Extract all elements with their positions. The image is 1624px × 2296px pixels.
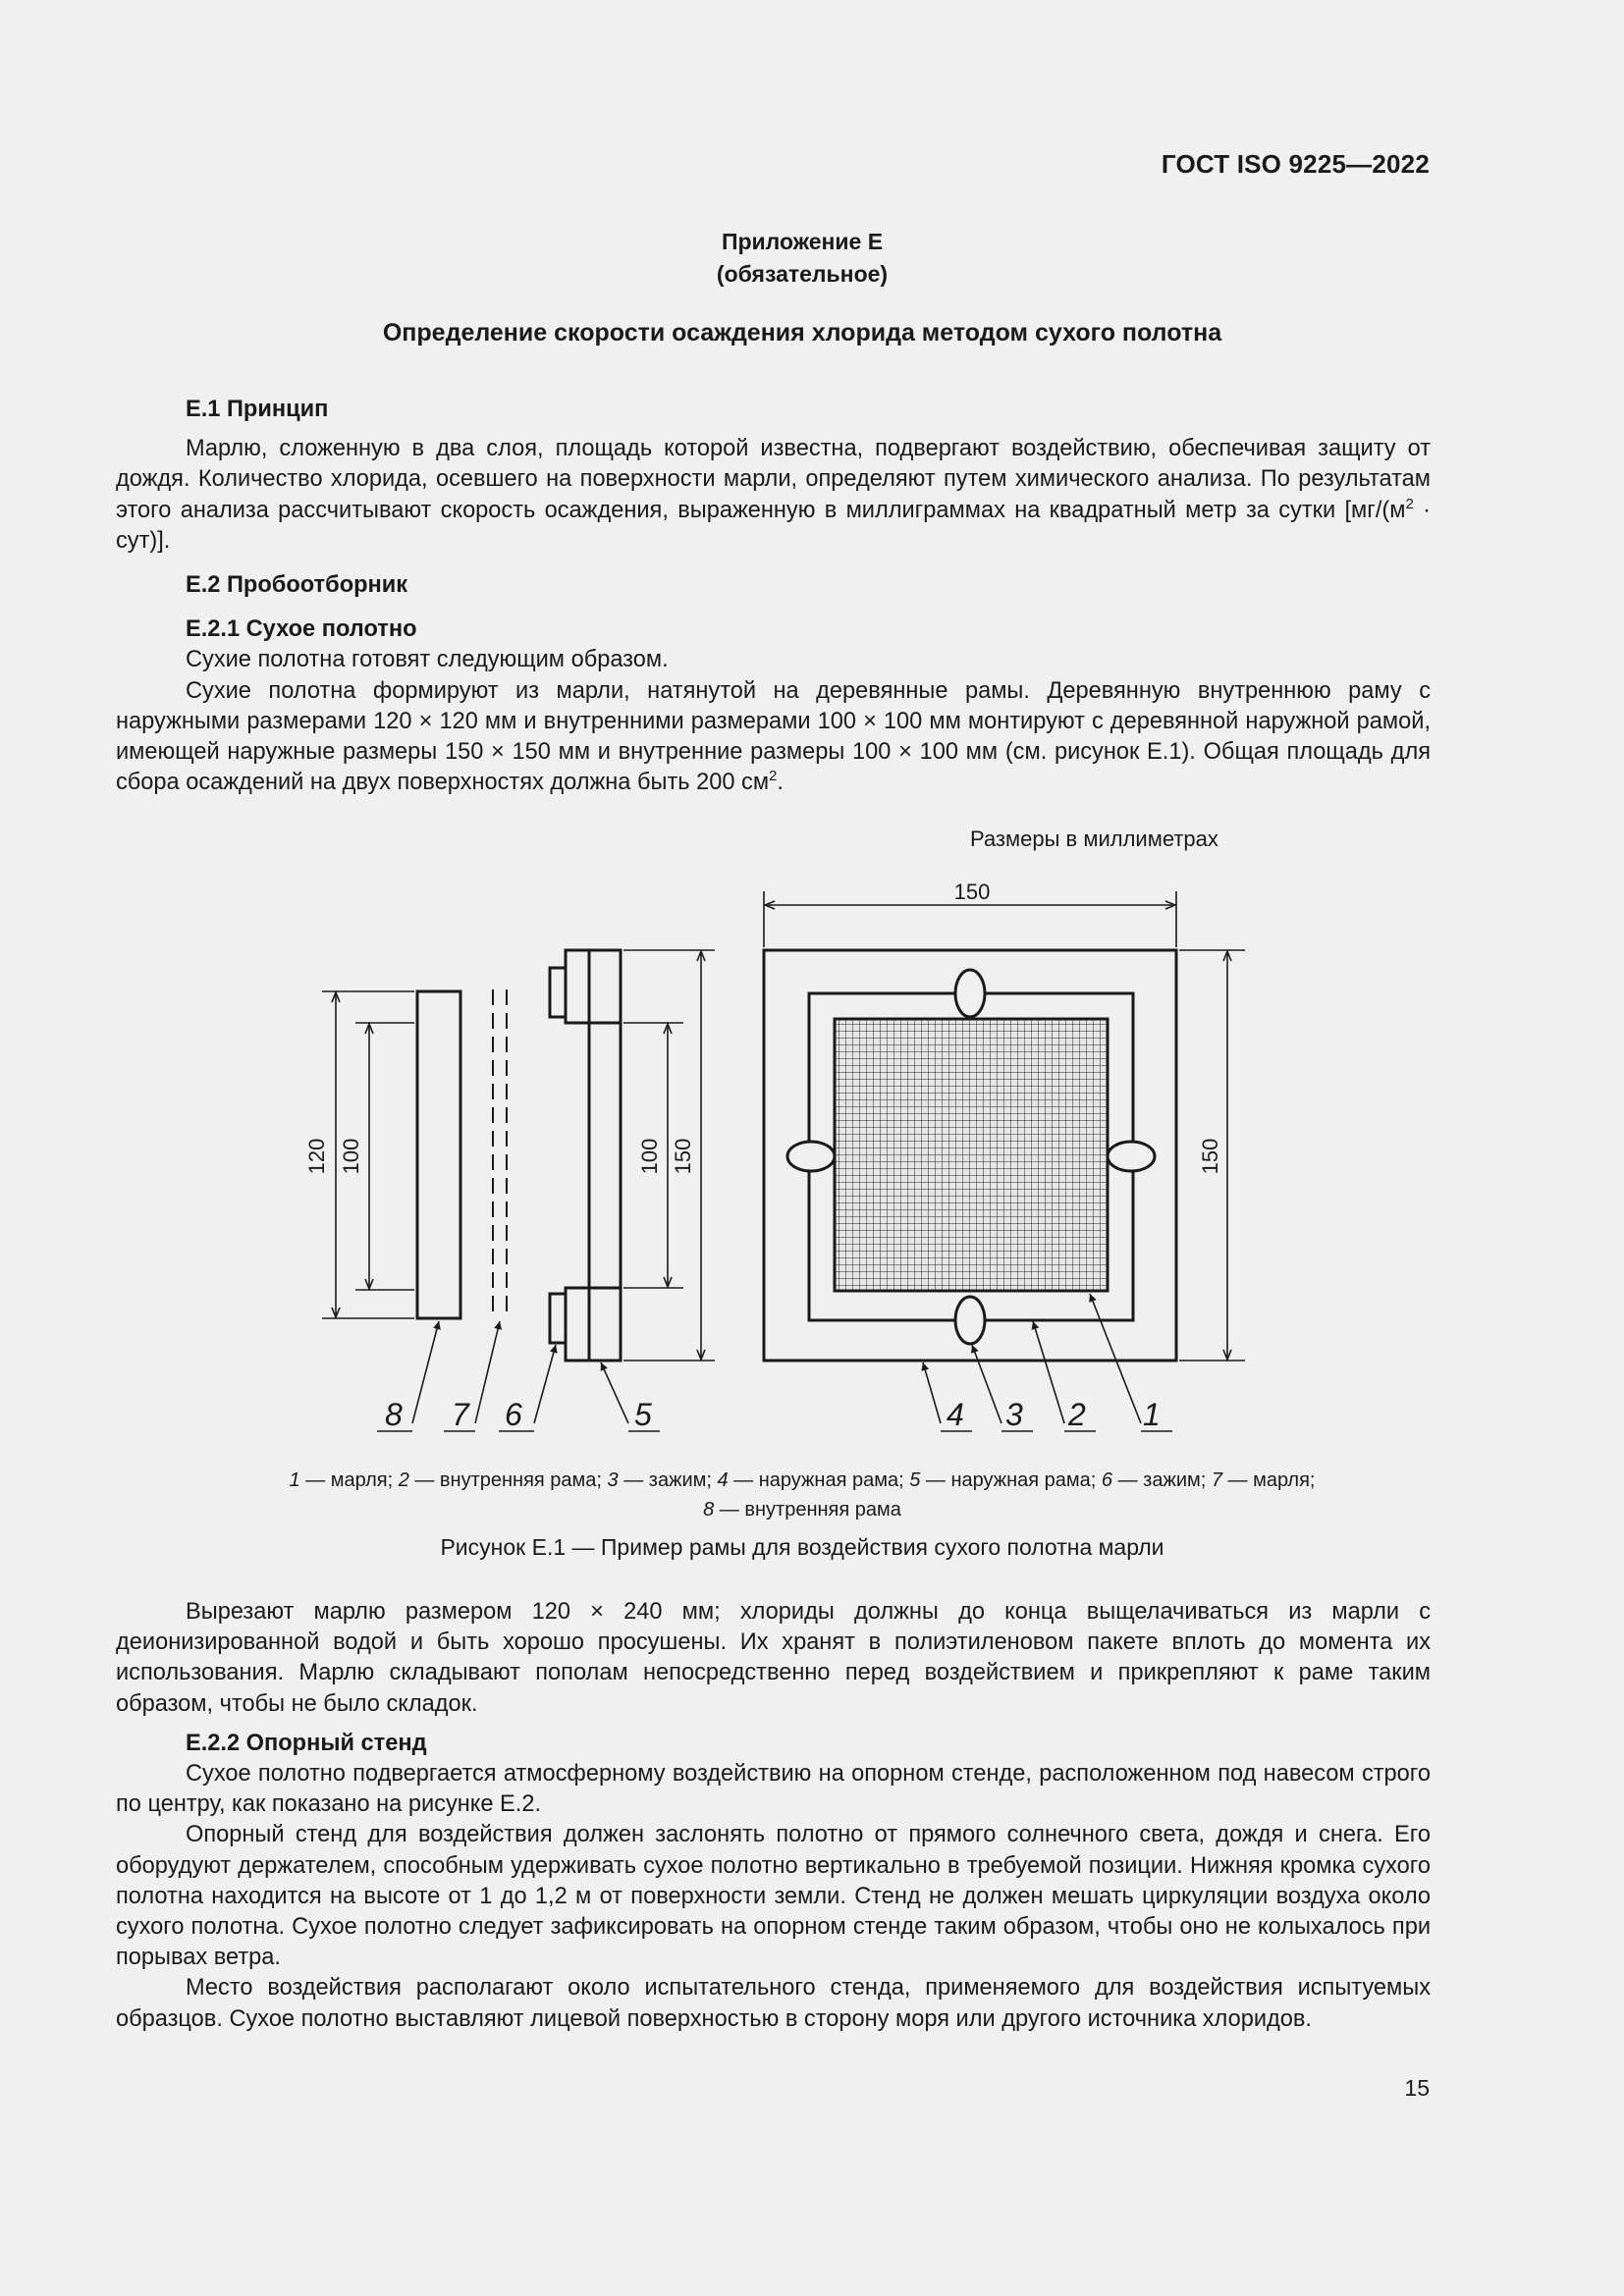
paragraph-e21-3: Вырезают марлю размером 120 × 240 мм; хлориды должны до конца выщелачиваться из марли с деионизированной водой и быть хорошо просушены. Их хранят в полиэтиленовом пакете вплоть до момента их использования. Марлю складывают пополам непосредственно перед воздействием и прикрепляют к раме таким образом, чтобы не было складок.: [116, 1599, 1431, 1717]
appendix-status: (обязательное): [716, 261, 889, 287]
dim-side-right-outer: 150: [671, 1138, 695, 1175]
callout-4: 4: [947, 1397, 964, 1432]
dim-front-width: 150: [953, 880, 991, 904]
clamp-front-top: [955, 970, 985, 1017]
clamp-front-bottom: [955, 1297, 985, 1344]
clamp-side-bottom: [550, 1294, 566, 1343]
appendix-title: Определение скорости осаждения хлорида методом сухого полотна: [382, 319, 1222, 347]
outer-frame-side-view: [589, 950, 621, 1361]
paragraph-e22-1: Сухое полотно подвергается атмосферному воздействию на опорном стенде, расположенном под навесом строго по центру, как показано на рисунке Е.2.: [116, 1761, 1431, 1818]
callout-8: 8: [385, 1397, 403, 1432]
gauze-mesh-front-view: [835, 1019, 1108, 1291]
clamp-front-right: [1108, 1142, 1155, 1171]
dim-side-left-inner: 100: [339, 1138, 363, 1175]
figure-legend: 1 — марля; 2 — внутренняя рама; 3 — зажим; 4 — наружная рама; 5 — наружная рама; 6 — зажим; 7 — марля; 8 — внутренняя рама: [289, 1469, 1316, 1521]
page-number: 15: [1404, 2075, 1430, 2101]
paragraph-e21-2: Сухие полотна формируют из марли, натянутой на деревянные рамы. Деревянную внутреннюю раму с наружными размерами 120 × 120 мм и внутренними размерами 100 × 100 мм монтируют с деревянной наружной рамой, имеющей наружные размеры 150 × 150 мм и внутренние размеры 100 × 100 мм (см. рисунок Е.1). Общая площадь для сбора осаждений на двух поверхностях должна быть 200 $см^2$.: [116, 677, 1431, 796]
callout-2: 2: [1068, 1397, 1086, 1432]
section-heading-e22: Е.2.2 Опорный стенд: [186, 1730, 427, 1756]
dim-side-left-outer: 120: [304, 1138, 329, 1175]
dim-front-height: 150: [1198, 1138, 1222, 1175]
dimensions-note: Размеры в миллиметрах: [970, 827, 1218, 851]
clamp-front-left: [787, 1142, 835, 1171]
inner-frame-side-view: [417, 991, 460, 1318]
text-block-bottom: [116, 1597, 1431, 2035]
clamp-side-top: [550, 968, 566, 1017]
callout-6: 6: [505, 1397, 522, 1432]
paragraph-e22-2: Опорный стенд для воздействия должен заслонять полотно от прямого солнечного света, дождя и снега. Его оборудуют держателем, способным удерживать сухое полотно вертикально в требуемой позиции. Нижняя кромка сухого полотна находится на высоте от 1 до 1,2 м от поверхности земли. Стенд не должен мешать циркуляции воздуха около сухого полотна. Сухое полотно следует зафиксировать на опорном стенде таким образом, чтобы оно не колыхалось при порывах ветра.: [116, 1822, 1431, 1971]
paragraph-e21-1: Сухие полотна готовят следующим образом.: [186, 647, 669, 673]
callout-7: 7: [452, 1397, 469, 1432]
section-heading-e1: Е.1 Принцип: [186, 397, 329, 422]
callout-1: 1: [1143, 1397, 1161, 1432]
paragraph-e22-3: Место воздействия располагают около испытательного стенда, применяемого для воздействия испытуемых образцов. Сухое полотно выставляют лицевой поверхностью в сторону моря или другого источника хлоридов.: [116, 1975, 1431, 2032]
section-heading-e2: Е.2 Пробоотборник: [186, 572, 408, 599]
standard-code: ГОСТ ISO 9225—2022: [1161, 149, 1430, 179]
dim-side-right-inner: 100: [637, 1138, 662, 1175]
figure-title: Рисунок Е.1 — Пример рамы для воздействия сухого полотна марли: [440, 1534, 1164, 1560]
section-heading-e21: Е.2.1 Сухое полотно: [186, 616, 417, 643]
paragraph-e1: Марлю, сложенную в два слоя, площадь которой известна, подвергают воздействию, обеспечивая защиту от дождя. Количество хлорида, осевшего на поверхности марли, определяют путем химического анализа. По результатам этого анализа рассчитывают скорость осаждения, выраженную в миллиграммах на квадратный метр за сутки $[мг/(м^2 \cdot сут)]$.: [116, 436, 1431, 554]
callout-5: 5: [634, 1397, 652, 1432]
appendix-label: Приложение Е: [721, 229, 884, 254]
callout-3: 3: [1005, 1397, 1023, 1432]
